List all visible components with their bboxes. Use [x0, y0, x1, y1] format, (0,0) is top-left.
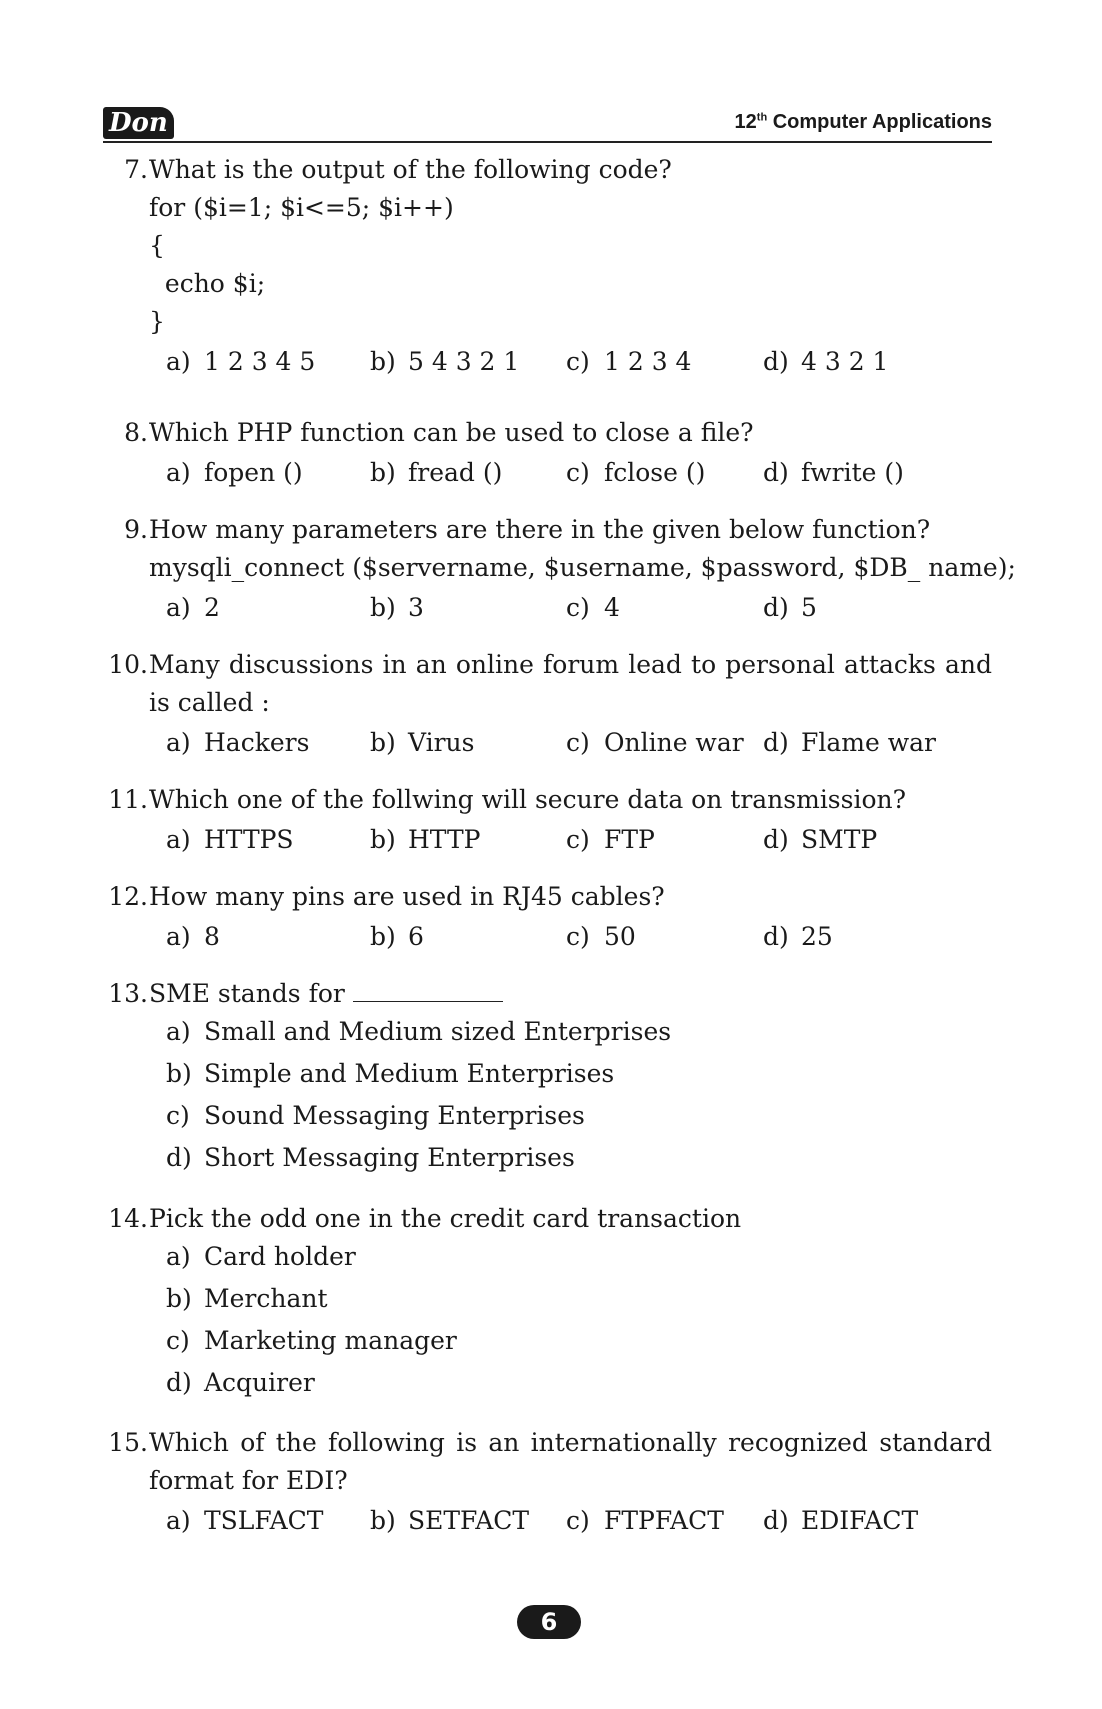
page-header	[103, 105, 992, 143]
question-stem: Pick the odd one in the credit card transaction	[149, 1204, 742, 1233]
question-stem: SME stands for	[149, 975, 992, 1013]
question-number: 7.	[124, 155, 148, 184]
question-10	[103, 646, 992, 766]
option-d: d) 25	[763, 922, 833, 951]
option-c: c) 1 2 3 4	[566, 347, 692, 376]
question-15	[103, 1424, 992, 1544]
option-c: c) Sound Messaging Enterprises	[166, 1101, 585, 1130]
option-a: a) Hackers	[166, 728, 310, 757]
option-c: c) Marketing manager	[166, 1326, 457, 1355]
option-a: a) 2	[166, 593, 220, 622]
option-d: d) Flame war	[763, 728, 936, 757]
code-line: mysqli_connect ($servername, $username, $password, $DB_ name);	[149, 553, 1016, 582]
question-11	[103, 781, 992, 863]
option-d: d) Short Messaging Enterprises	[166, 1143, 575, 1172]
option-b: b) SETFACT	[370, 1506, 530, 1535]
option-b: b) fread ()	[370, 458, 503, 487]
question-stem: How many pins are used in RJ45 cables?	[149, 882, 665, 911]
question-stem: How many parameters are there in the given below function?	[149, 515, 931, 544]
option-c: c) FTP	[566, 825, 655, 854]
option-c: c) fclose ()	[566, 458, 706, 487]
options-row	[166, 452, 992, 496]
question-stem: Which of the following is an internationally recognized standard format for EDI?	[149, 1428, 992, 1495]
option-b: b) 3	[370, 593, 424, 622]
question-number: 15.	[108, 1428, 148, 1457]
question-8	[103, 414, 992, 496]
options-row	[166, 341, 992, 385]
option-c: c) 50	[566, 922, 636, 951]
subject-title: 12th Computer Applications	[734, 111, 992, 133]
question-14	[103, 1200, 992, 1406]
publisher-logo: Don	[103, 107, 174, 139]
question-stem: Which one of the follwing will secure data on transmission?	[149, 785, 907, 814]
answer-blank	[353, 977, 503, 1002]
option-b: b) 5 4 3 2 1	[370, 347, 520, 376]
options-row	[166, 1500, 992, 1544]
option-c: c) FTPFACT	[566, 1506, 724, 1535]
option-a: a) HTTPS	[166, 825, 294, 854]
question-12	[103, 878, 992, 960]
question-number: 9.	[124, 515, 148, 544]
page-number: 6	[517, 1605, 581, 1639]
question-stem: What is the output of the following code?	[149, 155, 672, 184]
code-line: }	[149, 307, 165, 336]
code-line: echo $i;	[149, 269, 266, 298]
option-c: c) 4	[566, 593, 620, 622]
question-number: 12.	[108, 882, 148, 911]
option-d: d) 4 3 2 1	[763, 347, 889, 376]
code-line: {	[149, 231, 165, 260]
option-b: b) HTTP	[370, 825, 481, 854]
option-a: a) 8	[166, 922, 220, 951]
option-d: d) fwrite ()	[763, 458, 904, 487]
question-number: 11.	[108, 785, 148, 814]
options-row	[166, 722, 992, 766]
question-13	[103, 975, 992, 1181]
option-c: c) Online war	[566, 728, 744, 757]
option-b: b) Simple and Medium Enterprises	[166, 1059, 615, 1088]
question-stem: Which PHP function can be used to close a file?	[149, 418, 754, 447]
code-line: for ($i=1; $i<=5; $i++)	[149, 193, 454, 222]
question-9	[103, 511, 1016, 631]
options-row	[166, 819, 992, 863]
option-a: a) fopen ()	[166, 458, 303, 487]
question-number: 13.	[108, 979, 148, 1008]
options-row	[166, 587, 992, 631]
option-b: b) Merchant	[166, 1284, 328, 1313]
question-7	[103, 151, 992, 385]
option-a: a) TSLFACT	[166, 1506, 324, 1535]
option-a: a) Card holder	[166, 1242, 356, 1271]
question-stem: Many discussions in an online forum lead to personal attacks and is called :	[149, 650, 992, 717]
option-b: b) Virus	[370, 728, 475, 757]
option-d: d) Acquirer	[166, 1368, 315, 1397]
option-b: b) 6	[370, 922, 424, 951]
option-d: d) SMTP	[763, 825, 878, 854]
question-number: 10.	[108, 650, 148, 679]
question-number: 14.	[108, 1204, 148, 1233]
option-d: d) 5	[763, 593, 817, 622]
option-a: a) Small and Medium sized Enterprises	[166, 1017, 672, 1046]
options-row	[166, 916, 992, 960]
question-number: 8.	[124, 418, 148, 447]
option-d: d) EDIFACT	[763, 1506, 919, 1535]
option-a: a) 1 2 3 4 5	[166, 347, 316, 376]
